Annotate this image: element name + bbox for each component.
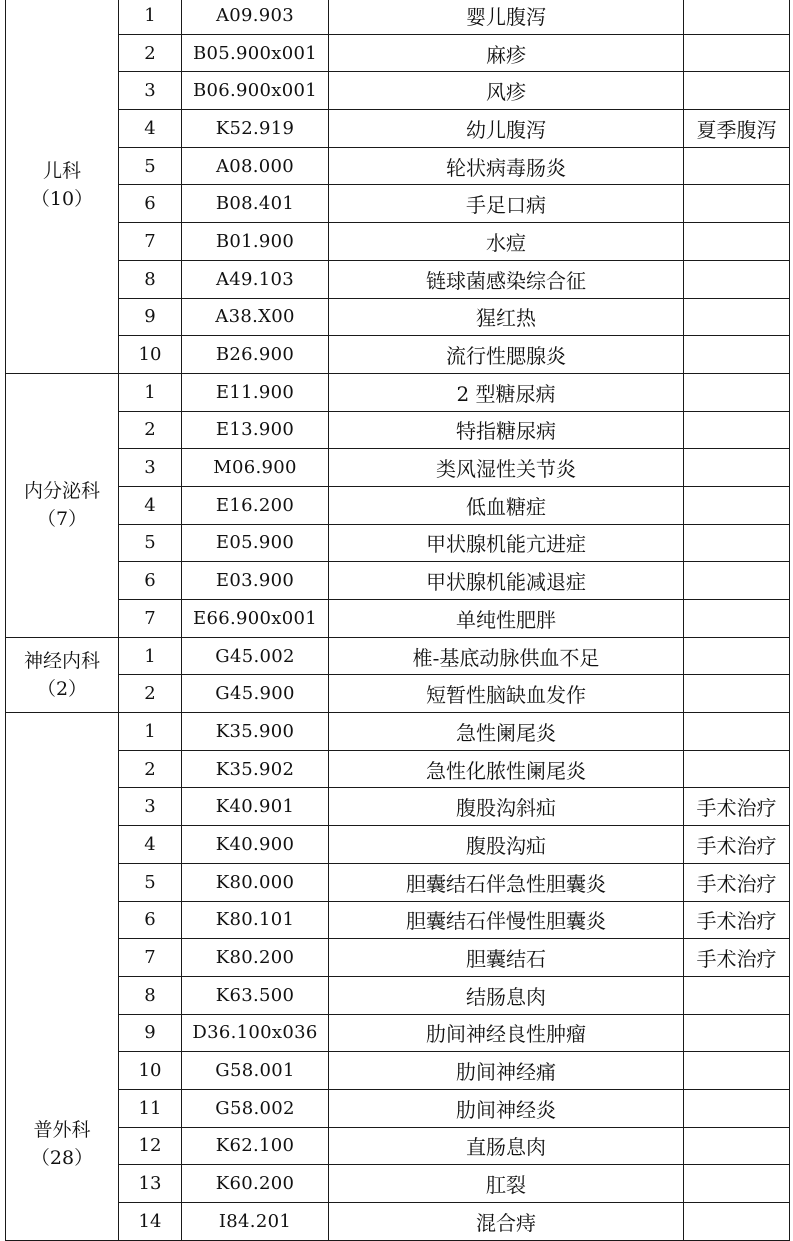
table-row (6, 147, 790, 185)
note-cell (684, 147, 790, 185)
table-row (6, 863, 790, 901)
row-number: 2 (119, 675, 182, 713)
note-cell (684, 1127, 790, 1165)
disease-name: 特指糖尿病 (329, 411, 684, 449)
table-row (6, 976, 790, 1014)
icd-code: G45.900 (182, 675, 329, 713)
note-cell (684, 713, 790, 751)
row-number: 4 (119, 110, 182, 148)
icd-code: K62.100 (182, 1127, 329, 1165)
disease-name: 椎-基底动脉供血不足 (329, 637, 684, 675)
disease-name: 甲状腺机能亢进症 (329, 524, 684, 562)
disease-name: 胆囊结石 (329, 939, 684, 977)
disease-name: 肋间神经炎 (329, 1089, 684, 1127)
table-row (6, 939, 790, 977)
disease-name: 幼儿腹泻 (329, 110, 684, 148)
disease-name: 低血糖症 (329, 486, 684, 524)
department-cell (6, 637, 119, 712)
disease-name: 肛裂 (329, 1165, 684, 1203)
disease-name: 猩红热 (329, 298, 684, 336)
row-number: 14 (119, 1203, 182, 1241)
disease-name: 水痘 (329, 223, 684, 261)
table-row (6, 72, 790, 110)
disease-name: 结肠息肉 (329, 976, 684, 1014)
disease-name: 麻疹 (329, 34, 684, 72)
table-row (6, 600, 790, 638)
row-number: 9 (119, 1014, 182, 1052)
note-cell: 手术治疗 (684, 901, 790, 939)
icd-code: K63.500 (182, 976, 329, 1014)
row-number: 8 (119, 260, 182, 298)
table-row (6, 486, 790, 524)
disease-name: 胆囊结石伴急性胆囊炎 (329, 863, 684, 901)
disease-name: 婴儿腹泻 (329, 0, 684, 34)
disease-name: 流行性腮腺炎 (329, 336, 684, 374)
disease-name: 类风湿性关节炎 (329, 449, 684, 487)
row-number: 5 (119, 863, 182, 901)
department-count: （28） (30, 1146, 94, 1169)
row-number: 6 (119, 562, 182, 600)
table-row (6, 637, 790, 675)
disease-name: 单纯性肥胖 (329, 600, 684, 638)
icd-code: E16.200 (182, 486, 329, 524)
note-cell (684, 600, 790, 638)
row-number: 2 (119, 34, 182, 72)
note-cell (684, 298, 790, 336)
note-cell (684, 1203, 790, 1241)
icd-code: E66.900x001 (182, 600, 329, 638)
table-row (6, 185, 790, 223)
row-number: 10 (119, 336, 182, 374)
note-cell (684, 1089, 790, 1127)
disease-name: 胆囊结石伴慢性胆囊炎 (329, 901, 684, 939)
row-number: 4 (119, 486, 182, 524)
note-cell (684, 373, 790, 411)
row-number: 1 (119, 0, 182, 34)
note-cell: 手术治疗 (684, 939, 790, 977)
disease-name: 混合痔 (329, 1203, 684, 1241)
table-row (6, 1089, 790, 1127)
table-row (6, 411, 790, 449)
row-number: 7 (119, 223, 182, 261)
icd-code: K60.200 (182, 1165, 329, 1203)
icd-code: D36.100x036 (182, 1014, 329, 1052)
row-number: 3 (119, 72, 182, 110)
icd-code: A38.X00 (182, 298, 329, 336)
table-row (6, 562, 790, 600)
icd-code: B06.900x001 (182, 72, 329, 110)
table-row (6, 901, 790, 939)
department-count: （10） (30, 187, 94, 210)
note-cell (684, 1165, 790, 1203)
icd-code: B26.900 (182, 336, 329, 374)
icd-code: G45.002 (182, 637, 329, 675)
department-cell (6, 373, 119, 637)
row-number: 5 (119, 147, 182, 185)
icd-code: E03.900 (182, 562, 329, 600)
note-cell (684, 223, 790, 261)
icd-code: B08.401 (182, 185, 329, 223)
row-number: 13 (119, 1165, 182, 1203)
table-row (6, 223, 790, 261)
table-row (6, 675, 790, 713)
row-number: 5 (119, 524, 182, 562)
table-row (6, 110, 790, 148)
department-count: （7） (36, 508, 88, 531)
note-cell (684, 976, 790, 1014)
icd-code: G58.001 (182, 1052, 329, 1090)
row-number: 1 (119, 637, 182, 675)
department-name: 神经内科 (23, 649, 100, 672)
table-row (6, 1203, 790, 1241)
table-row (6, 449, 790, 487)
icd-code: B01.900 (182, 223, 329, 261)
row-number: 4 (119, 826, 182, 864)
table-row (6, 524, 790, 562)
icd-code: K80.000 (182, 863, 329, 901)
department-name: 儿科 (42, 159, 81, 182)
row-number: 9 (119, 298, 182, 336)
disease-name: 腹股沟疝 (329, 826, 684, 864)
table-row (6, 1165, 790, 1203)
icd-code: K52.919 (182, 110, 329, 148)
note-cell (684, 486, 790, 524)
note-cell (684, 34, 790, 72)
disease-name: 急性化脓性阑尾炎 (329, 750, 684, 788)
table-row (6, 0, 790, 34)
icd-code: K40.900 (182, 826, 329, 864)
row-number: 7 (119, 600, 182, 638)
table-row (6, 1014, 790, 1052)
disease-name: 腹股沟斜疝 (329, 788, 684, 826)
note-cell (684, 0, 790, 34)
row-number: 12 (119, 1127, 182, 1165)
table-row (6, 1127, 790, 1165)
note-cell (684, 185, 790, 223)
disease-name: 肋间神经良性肿瘤 (329, 1014, 684, 1052)
department-name: 内分泌科 (23, 480, 100, 503)
disease-name: 2 型糖尿病 (329, 373, 684, 411)
disease-table (5, 0, 790, 1241)
icd-code: I84.201 (182, 1203, 329, 1241)
icd-code: M06.900 (182, 449, 329, 487)
department-cell (6, 0, 119, 373)
row-number: 3 (119, 788, 182, 826)
row-number: 2 (119, 750, 182, 788)
disease-name: 轮状病毒肠炎 (329, 147, 684, 185)
table-row (6, 298, 790, 336)
disease-name: 短暂性脑缺血发作 (329, 675, 684, 713)
note-cell (684, 260, 790, 298)
department-cell (6, 713, 119, 1241)
note-cell (684, 411, 790, 449)
icd-code: A08.000 (182, 147, 329, 185)
disease-name: 手足口病 (329, 185, 684, 223)
note-cell (684, 675, 790, 713)
icd-code: B05.900x001 (182, 34, 329, 72)
icd-code: A09.903 (182, 0, 329, 34)
note-cell (684, 637, 790, 675)
department-name: 普外科 (33, 1118, 91, 1141)
icd-code: E11.900 (182, 373, 329, 411)
icd-code: A49.103 (182, 260, 329, 298)
icd-code: K80.101 (182, 901, 329, 939)
note-cell (684, 562, 790, 600)
row-number: 3 (119, 449, 182, 487)
note-cell: 手术治疗 (684, 826, 790, 864)
icd-code: G58.002 (182, 1089, 329, 1127)
icd-code: E05.900 (182, 524, 329, 562)
table-row (6, 373, 790, 411)
department-count: （2） (36, 677, 88, 700)
row-number: 6 (119, 901, 182, 939)
row-number: 10 (119, 1052, 182, 1090)
note-cell (684, 72, 790, 110)
row-number: 6 (119, 185, 182, 223)
note-cell (684, 449, 790, 487)
icd-code: K35.902 (182, 750, 329, 788)
table-row (6, 34, 790, 72)
note-cell (684, 1052, 790, 1090)
disease-name: 肋间神经痛 (329, 1052, 684, 1090)
table-row (6, 336, 790, 374)
disease-name: 甲状腺机能减退症 (329, 562, 684, 600)
row-number: 7 (119, 939, 182, 977)
disease-table-body (6, 0, 790, 1240)
note-cell: 夏季腹泻 (684, 110, 790, 148)
row-number: 2 (119, 411, 182, 449)
icd-code: K35.900 (182, 713, 329, 751)
table-row (6, 1052, 790, 1090)
row-number: 1 (119, 713, 182, 751)
row-number: 8 (119, 976, 182, 1014)
note-cell (684, 750, 790, 788)
disease-name: 风疹 (329, 72, 684, 110)
table-row (6, 750, 790, 788)
table-row (6, 260, 790, 298)
note-cell (684, 1014, 790, 1052)
icd-code: K40.901 (182, 788, 329, 826)
disease-name: 急性阑尾炎 (329, 713, 684, 751)
disease-name: 链球菌感染综合征 (329, 260, 684, 298)
table-row (6, 713, 790, 751)
row-number: 1 (119, 373, 182, 411)
icd-code: E13.900 (182, 411, 329, 449)
table-row (6, 788, 790, 826)
note-cell (684, 524, 790, 562)
note-cell (684, 336, 790, 374)
disease-name: 直肠息肉 (329, 1127, 684, 1165)
table-row (6, 826, 790, 864)
note-cell: 手术治疗 (684, 863, 790, 901)
row-number: 11 (119, 1089, 182, 1127)
note-cell: 手术治疗 (684, 788, 790, 826)
icd-code: K80.200 (182, 939, 329, 977)
